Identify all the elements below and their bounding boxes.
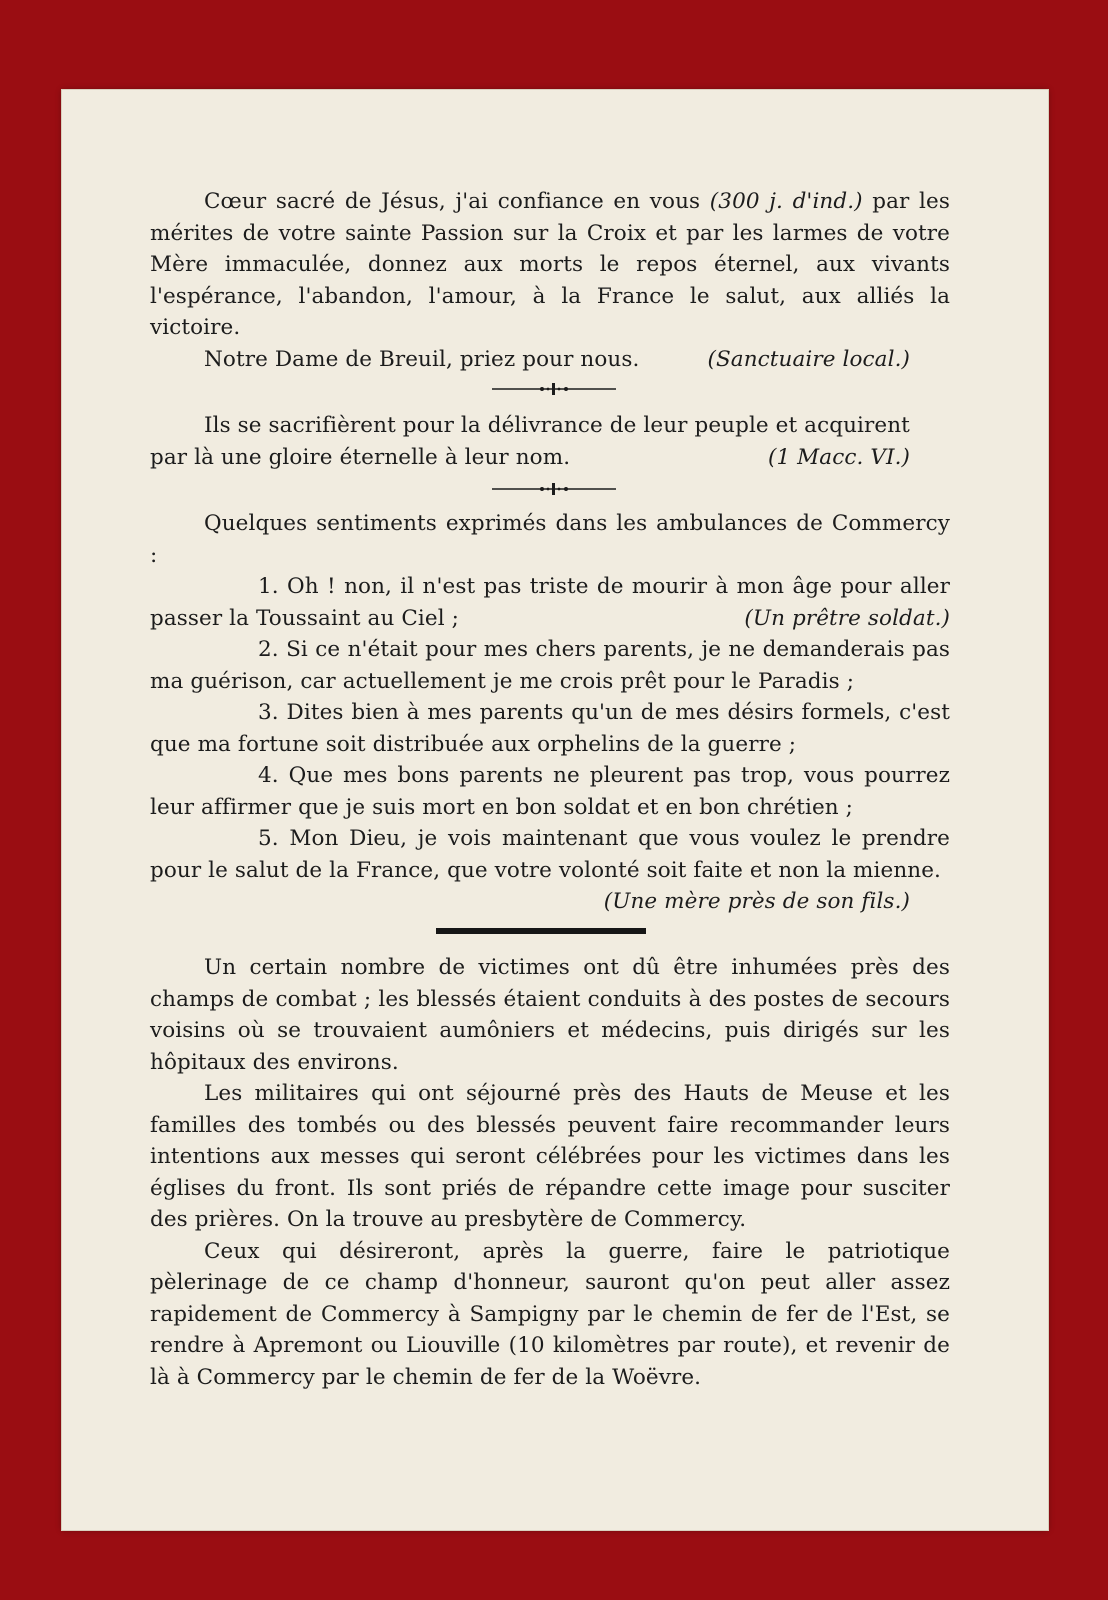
sentiment-item: 5. Mon Dieu, je vois maintenant que vous voulez le prendre pour le salut de la France, que votre volonté soit faite et non la mienne. — [150, 826, 950, 883]
invocation-citation: (Sanctuaire local.) — [707, 346, 910, 372]
sentiments-block — [150, 508, 950, 918]
invocation-text: Notre Dame de Breuil, priez pour nous. — [204, 346, 640, 372]
info-paragraph: Un certain nombre de victimes ont dû être inhumées près des champs de combat ; les blessés étaient conduits à des postes de secours voisins où se trouvaient aumôniers et médecins, puis dirigés sur les hôpitaux des environs. — [150, 955, 950, 1075]
info-paragraph: Ceux qui désireront, après la guerre, faire le patriotique pèlerinage de ce champ d'honneur, sauront qu'on peut aller assez rapidement de Commercy à Sampigny par le chemin de fer de l'Est, se rendre à Apremont ou Liouville (10 kilomètres par route), et revenir de là à Commercy par le chemin de fer de la Woëvre. — [150, 1238, 950, 1390]
info-paragraph: Les militaires qui ont séjourné près des Hauts de Meuse et les familles des tombés ou des blessés peuvent faire recommander leurs intentions aux messes qui seront célébrées pour les victimes dans les églises du front. Ils sont priés de répandre cette image pour susciter des prières. On la trouve au presbytère de Commercy. — [150, 1081, 950, 1232]
ornament-divider — [492, 482, 616, 496]
indulgence-note: (300 j. d'ind.) — [709, 189, 863, 214]
prayer-card — [62, 90, 1048, 1530]
sacred-heart-prayer: Cœur sacré de Jésus, j'ai confiance en vous (300 j. d'ind.) par les mérites de votre sainte Passion sur la Croix et par les larmes de votre Mère immaculée, donnez aux morts le repos éternel, aux vivants l'espérance, l'abandon, l'amour, à la France le salut, aux alliés la victoire. — [150, 189, 950, 340]
prayer-block — [150, 186, 950, 375]
sentiments-intro: Quelques sentiments exprimés dans les ambulances de Commercy : — [150, 511, 950, 568]
section-rule — [436, 928, 646, 934]
maccabees-block — [150, 410, 950, 473]
maccabees-line-2: par là une gloire éternelle à leur nom. (1 Macc. VI.) — [150, 442, 950, 474]
mother-citation: (Une mère près de son fils.) — [603, 889, 910, 914]
sentiment-item: 4. Que mes bons parents ne pleurent pas trop, vous pourrez leur affirmer que je suis mort en bon soldat et en bon chrétien ; — [150, 763, 950, 820]
invocation-row — [150, 344, 950, 376]
maccabees-citation: (1 Macc. VI.) — [767, 444, 910, 470]
sentiment-item: 2. Si ce n'était pour mes chers parents, je ne demanderais pas ma guérison, car actuellement je me crois prêt pour le Paradis ; — [150, 637, 950, 694]
sentiment-item: 3. Dites bien à mes parents qu'un de mes désirs formels, c'est que ma fortune soit distribuée aux orphelins de la guerre ; — [150, 700, 951, 757]
ornament-divider — [492, 382, 616, 396]
information-block — [150, 952, 950, 1393]
maccabees-line-1: Ils se sacrifièrent pour la délivrance de leur peuple et acquirent — [204, 413, 910, 438]
sentiment-item: 1. Oh ! non, il n'est pas triste de mourir à mon âge pour aller passer la Toussaint au Ciel ; (Un prêtre soldat.) — [150, 574, 950, 631]
mother-citation-row — [150, 886, 950, 918]
